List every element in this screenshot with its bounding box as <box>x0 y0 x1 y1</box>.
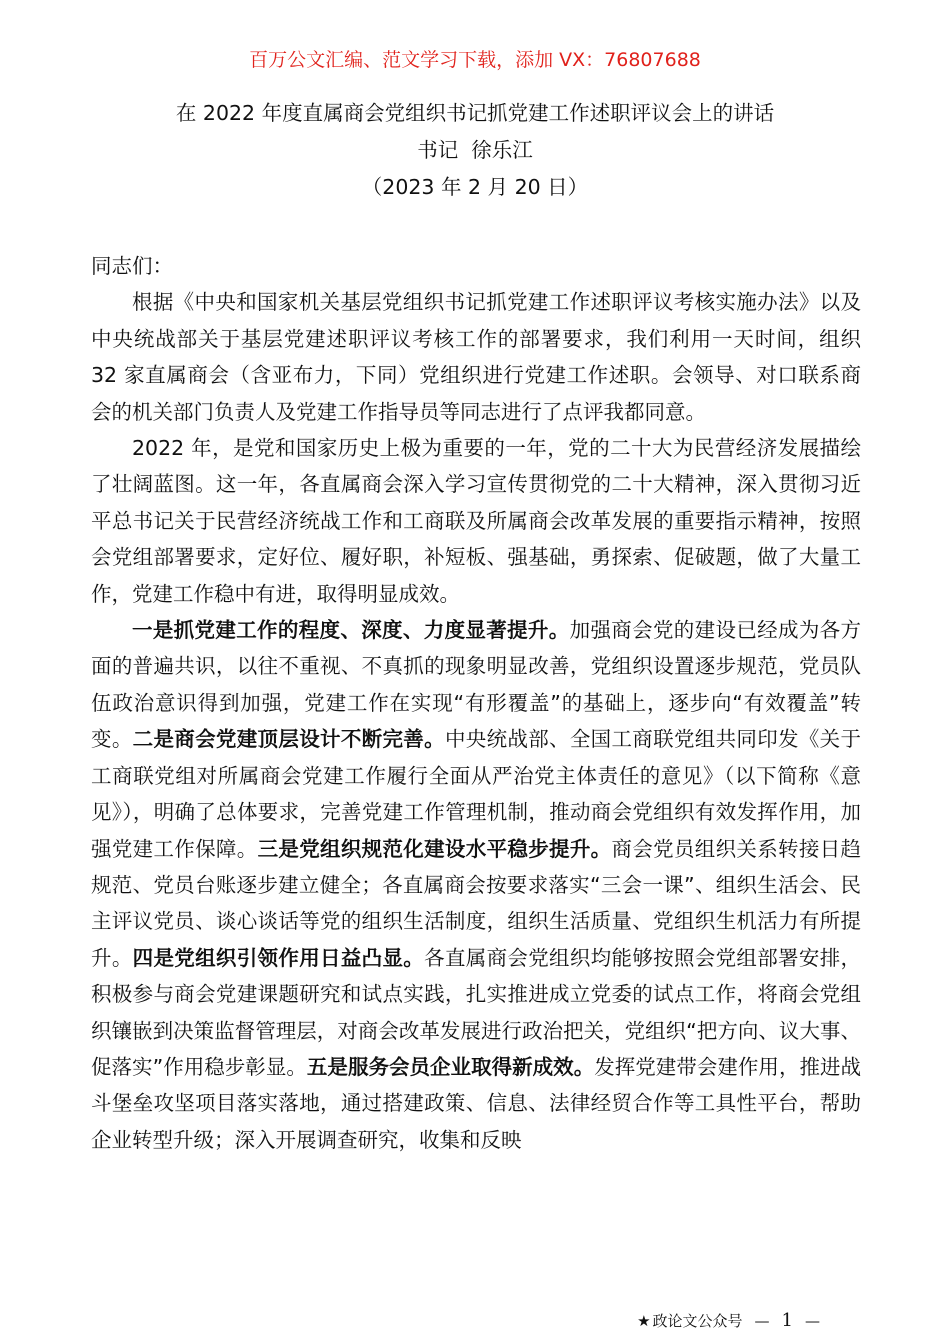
page-footer <box>637 1311 832 1331</box>
salutation: 同志们： <box>91 254 173 278</box>
document-title: 在 2022 年度直属商会党组织书记抓党建工作述职评议会上的讲话 <box>175 101 775 125</box>
point-2-text: 中央统战部、全国工商联党组共同印发《关于工商联党组对所属商会党建工作履行全面从严治党主体责任的意见》（以下简称《意见》），明确了总体要求，完善党建工作管理机制，推动商会党组织有效发挥作用，加强党建工作保障。 <box>91 727 862 861</box>
date-line: （2023 年 2 月 20 日） <box>361 175 589 199</box>
point-4-text: 各直属商会党组织均能够按照会党组部署安排，积极参与商会党建课题研究和试点实践，扎实推进成立党委的试点工作，将商会党组织镶嵌到决策监督管理层，对商会改革发展进行政治把关，党组织“把方向、议大事、促落实”作用稳步彰显。 <box>91 945 862 1079</box>
watermark-banner <box>0 48 950 72</box>
point-1-heading: 一是抓党建工作的程度、深度、力度显著提升。 <box>132 618 570 643</box>
point-1-text: 加强商会党的建设已经成为各方面的普遍共识，以往不重视、不真抓的现象明显改善，党组织设置逐步规范，党员队伍政治意识得到加强，党建工作在实现“有形覆盖”的基础上，逐步向“有效覆盖”转变。 <box>91 618 862 752</box>
star-icon: ★ <box>637 1312 651 1330</box>
footer-source: 政论文公众号 <box>652 1312 743 1330</box>
author-line: 书记 徐乐江 <box>417 138 533 162</box>
title-block <box>0 100 950 211</box>
point-3-heading: 三是党组织规范化建设水平稳步提升。 <box>257 836 612 861</box>
point-4-heading: 四是党组织引领作用日益凸显。 <box>132 945 425 970</box>
paragraph-2: 2022 年，是党和国家历史上极为重要的一年，党的二十大为民营经济发展描绘了壮阔蓝图。这一年，各直属商会深入学习宣传贯彻党的二十大精神，深入贯彻习近平总书记关于民营经济统战工作和工商联及所属商会改革发展的重要指示精神，按照会党组部署要求，定好位、履好职，补短板、强基础，勇探索、促破题，做了大量工作，党建工作稳中有进，取得明显成效。 <box>91 436 861 606</box>
body-text <box>91 248 861 1158</box>
footer-dash-right: — <box>805 1312 820 1330</box>
point-5-text: 发挥党建带会建作用，推进战斗堡垒攻坚项目落实落地，通过搭建政策、信息、法律经贸合作等工具性平台，帮助企业转型升级；深入开展调查研究，收集和反映 <box>91 1054 862 1152</box>
point-2-heading: 二是商会党建顶层设计不断完善。 <box>132 727 445 752</box>
page-number: 1 <box>781 1310 793 1331</box>
paragraph-3 <box>91 612 861 1158</box>
footer-dash-left: — <box>754 1312 770 1330</box>
banner-text: 百万公文汇编、范文学习下载，添加 VX：76807688 <box>249 49 701 71</box>
point-5-heading: 五是服务会员企业取得新成效。 <box>306 1054 595 1079</box>
point-3-text: 商会党员组织关系转接日趋规范、党员台账逐步建立健全；各直属商会按要求落实“三会一课”、组织生活会、民主评议党员、谈心谈话等党的组织生活制度，组织生活质量、党组织生机活力有所提升。 <box>91 836 862 970</box>
paragraph-1: 根据《中央和国家机关基层党组织书记抓党建工作述职评议考核实施办法》以及中央统战部关于基层党建述职评议考核工作的部署要求，我们利用一天时间，组织 32 家直属商会（含亚布力，下同）党组织进行党建工作述职。会领导、对口联系商会的机关部门负责人及党建工作指导员等同志进行了点评我都同意。 <box>91 290 861 424</box>
